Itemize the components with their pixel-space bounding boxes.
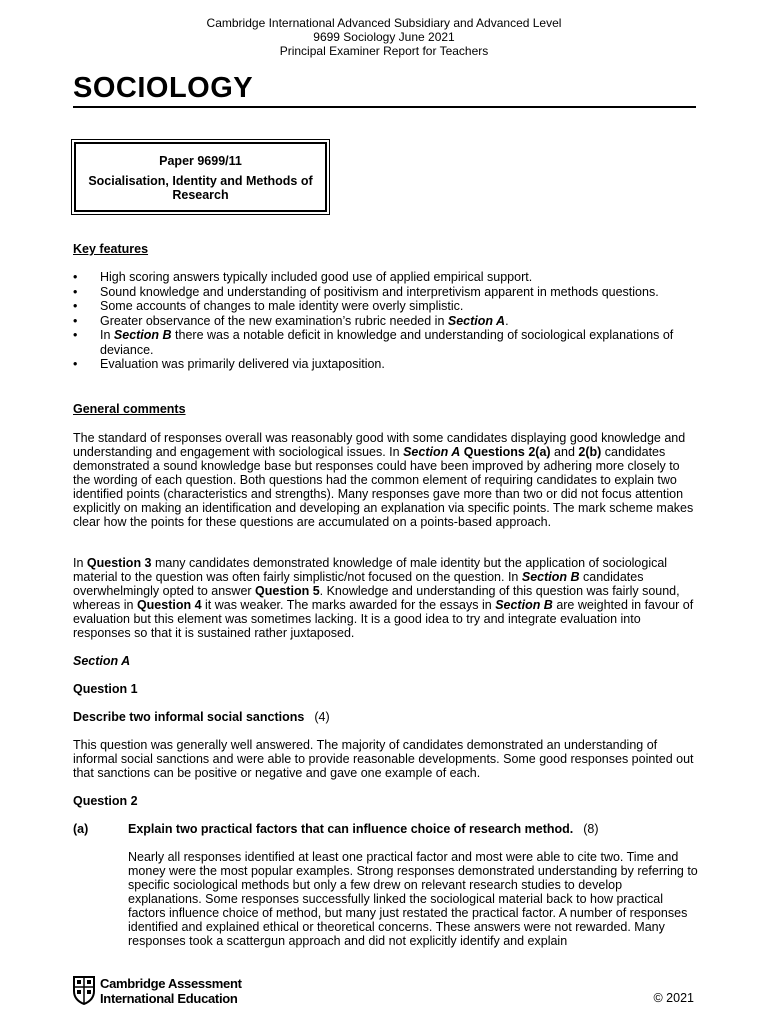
header-line-3: Principal Examiner Report for Teachers: [279, 44, 489, 58]
question-2a-body: Nearly all responses identified at least one practical factor and most were able to cite two. Time and money were the most popular examples. Strong responses demonstrated understanding by referring to specific sociological methods but only a few drew on relevant research studies to develop explanations. Some responses successfully linked the sociological material back to how practical factors influence choice of method, but many just restated the practical factor. A number of responses identified and explained ethical or theoretical concerns. These answers were not rewarded. Many responses took a scattergun approach and did not explicitly identify and explain: [128, 850, 698, 948]
key-features-heading: Key features: [73, 242, 149, 256]
question-2-part-label: (a): [73, 822, 89, 836]
bullet-text: Some accounts of changes to male identity were overly simplistic.: [100, 299, 464, 313]
bullet-text: In: [100, 328, 114, 342]
title-divider: [73, 106, 696, 108]
question-2a-marks: (8): [583, 822, 599, 836]
header-line-2: 9699 Sociology June 2021: [313, 30, 455, 44]
question-1-body: This question was generally well answered. The majority of candidates demonstrated an understanding of informal social sanctions and were able to provide reasonable developments. Some good responses pointed out that sanctions can be positive or negative and gave one example of each.: [73, 738, 694, 780]
question-1-marks: (4): [314, 710, 330, 724]
bullet-text-tail: .: [505, 313, 509, 328]
page-title: SOCIOLOGY: [73, 72, 254, 104]
bullet-emphasis: Section A: [447, 313, 506, 328]
section-a-heading: Section A: [73, 654, 131, 668]
list-item: [73, 357, 695, 372]
question-1-heading: Question 1: [73, 682, 138, 696]
general-comments-heading: General comments: [73, 402, 186, 416]
logo-text-line-1: Cambridge Assessment: [100, 976, 242, 991]
crest-icon: [72, 975, 96, 1005]
question-2a-prompt: Explain two practical factors that can influence choice of research method. (8): [128, 822, 599, 836]
general-comments-paragraph-1: The standard of responses overall was reasonably good with some candidates displaying good knowledge and understanding and engagement with sociological issues. In Section A Questions 2(a) and 2(b) candidates demonstrated a sound knowledge base but responses could have been improved by adhering more closely to the wording of each question. Both questions had the common element of requiring candidates to explain two identified points (characteristics and strengths). Many responses gave more than two or did not focus attention explicitly on making an identification and developing an explanation via specific points. The mark scheme makes clear how the points for these questions are accumulated on a points-based approach.: [73, 431, 694, 529]
bullet-text: Evaluation was primarily delivered via juxtaposition.: [100, 357, 385, 371]
bullet-text: High scoring answers typically included good use of applied empirical support.: [100, 270, 533, 284]
list-item: [73, 314, 695, 329]
list-item: [73, 328, 695, 357]
question-1-prompt: Describe two informal social sanctions (4): [73, 710, 330, 724]
bullet-text-tail: there was a notable deficit in knowledge and understanding of sociological explanations of deviance.: [100, 328, 674, 357]
bullet-icon: •: [73, 313, 78, 328]
header-line-1: Cambridge International Advanced Subsidiary and Advanced Level: [206, 16, 562, 30]
bullet-icon: •: [73, 357, 78, 371]
bullet-icon: •: [73, 270, 78, 284]
bullet-emphasis: Section B: [113, 328, 172, 342]
bullet-icon: •: [73, 328, 78, 342]
paper-subtitle: Socialisation, Identity and Methods of Research: [88, 174, 313, 202]
question-2-heading: Question 2: [73, 794, 138, 808]
bullet-text: Sound knowledge and understanding of positivism and interpretivism apparent in methods questions.: [100, 284, 659, 299]
paper-info-inner: [74, 142, 327, 212]
list-item: [73, 285, 695, 300]
bullet-icon: •: [73, 299, 78, 313]
bullet-text: Greater observance of the new examination’s rubric needed in: [100, 313, 448, 328]
paper-info-box: [71, 139, 330, 215]
list-item: [73, 299, 695, 314]
list-item: [73, 270, 695, 285]
cambridge-logo: [72, 975, 252, 1007]
paper-number: Paper 9699/11: [159, 154, 242, 168]
report-header: [73, 16, 695, 58]
bullet-icon: •: [73, 284, 78, 299]
general-comments-paragraph-2: In Question 3 many candidates demonstrated knowledge of male identity but the application of sociological material to the question was often fairly simplistic/not focused on the question. In Section B candidates overwhelmingly opted to answer Question 5. Knowledge and understanding of this question was fairly sound, whereas in Question 4 it was weaker. The marks awarded for the essays in Section B are weighted in favour of evaluation but this element was sometimes lacking. It is a good idea to try and integrate evaluation into responses so that it is sustained rather juxtaposed.: [73, 556, 694, 640]
copyright-text: © 2021: [653, 991, 694, 1005]
key-features-list: [73, 270, 695, 372]
logo-text-line-2: International Education: [100, 991, 238, 1006]
